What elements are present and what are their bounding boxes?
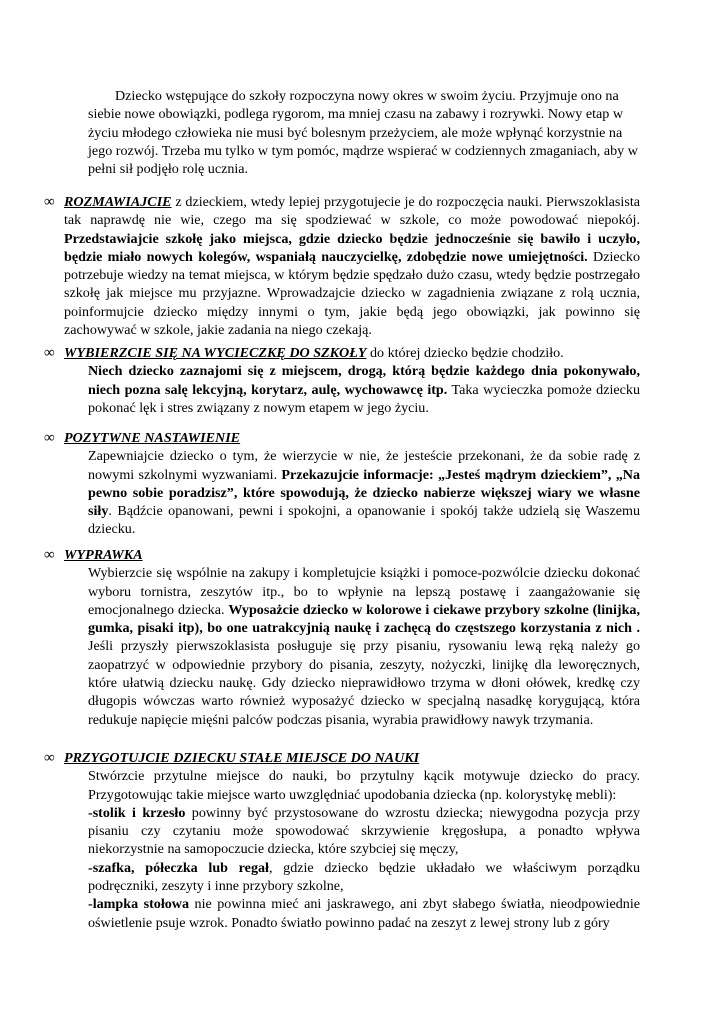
section-intro: Stwórzcie przytulne miejsce do nauki, bo przytulny kącik motywuje dziecko do pracy. Przygotowując takie miejsce warto uwzględniać upodobania dziecka (np. kolorystykę mebli):: [88, 768, 640, 803]
section-bold-text: Przekazujcie informacje: „Jesteś mądrym dzieckiem”, „Na pewno sobie poradzisz”, które spowodują, że dziecko nabierze większej wiary we własne siły: [88, 466, 640, 520]
section-wyprawka: [44, 546, 640, 729]
section-bold-text: Niech dziecko zaznajomi się z miejscem, drogą, którą będzie każdego dnia pokonywało, niech pozna salę lekcyjną, korytarz, aulę, wychowawcę itp.: [88, 363, 640, 398]
section-wycieczka: [44, 344, 640, 417]
section-miejsce-nauki: [44, 749, 640, 932]
section-text: Zapewniajcie dziecko o tym, że wierzycie w nie, że jesteście przekonani, że da sobie radę z nowymi szkolnymi wyzwaniami.: [88, 448, 640, 483]
section-text: Jeśli przyszły pierwszoklasista posługuje się przy pisaniu, rysowaniu lewą ręką należy go zaopatrzyć w odpowiednie przybory do pisania, zeszyty, nożyczki, linijkę dla leworęcznych, które ułatwią dziecku naukę. Gdy dziecko nieprawidłowo trzyma w dłoni ołówek, kredkę czy długopis wówczas warto również wyposażyć dziecko w specjalną nasadkę korygującą, która redukuje napięcie mięśni palców podczas pisania, wyrabia prawidłowy nawyk trzymania.: [88, 638, 640, 728]
section-bold-text: Przedstawiajcie szkołę jako miejsca, gdzie dziecko będzie jednocześnie się bawiło i uczyło, będzie miało nowych kolegów, wspaniałą nauczycielkę, zdobędzie nowe umiejętności.: [64, 230, 640, 265]
list-item-label: -stolik i krzesło: [88, 804, 186, 821]
section-body: [88, 362, 640, 417]
section-heading-tail: do której dziecko będzie chodziło.: [366, 345, 564, 361]
infinity-bullet-icon: ∞: [44, 345, 55, 361]
list-item-text: , gdzie dziecko będzie układało we właściwym porządku podręczniki, zeszyty i inne przybory szkolne,: [88, 859, 640, 895]
infinity-bullet-icon: ∞: [44, 430, 55, 446]
list-item: [88, 895, 640, 932]
section-heading: ROZMAWIAJCIE: [64, 194, 172, 210]
section-body: [64, 193, 640, 339]
section-heading: WYPRAWKA: [64, 547, 143, 563]
section-body: [88, 564, 640, 729]
section-rozmawiajcie: [44, 193, 640, 339]
section-heading: WYBIERZCIE SIĘ NA WYCIECZKĘ DO SZKOŁY: [64, 345, 367, 361]
infinity-bullet-icon: ∞: [44, 547, 55, 563]
section-heading-line: [64, 344, 640, 362]
section-body: [88, 447, 640, 538]
section-text: Taka wycieczka pomoże dziecku pokonać lęk i stres związany z nowym etapem w jego życiu.: [88, 381, 640, 416]
section-heading-line: [64, 546, 640, 564]
section-nastawienie: [44, 429, 640, 539]
section-text: z dzieckiem, wtedy lepiej przygotujecie je do rozpoczęcia nauki. Pierwszoklasista tak naprawdę nie wie, czego ma się spodziewać w szkole, co może powodować niepokój.: [64, 194, 640, 229]
list-item-text: powinny być przystosowane do wzrostu dziecka; niewygodna pozycja przy pisaniu czy czytaniu może spowodować skrzywienie kręgosłupa, a ponadto wpływa niekorzystnie na samopoczucie dziecka, które szybciej się męczy,: [88, 804, 640, 858]
section-text: Wybierzcie się wspólnie na zakupy i kompletujcie książki i pomoce-pozwólcie dziecku dokonać wyboru tornistra, zeszytów itp., bo to wpłynie na lepszą postawę i zaangażowanie się emocjonalnego dziecka.: [88, 565, 640, 618]
list-item-text: nie powinna mieć ani jaskrawego, ani zbyt słabego światła, nieodpowiednie oświetlenie psuje wzrok. Ponadto światło powinno padać na zeszyt z lewej strony lub z góry: [88, 896, 640, 931]
section-heading: PRZYGOTUJCIE DZIECKU STAŁE MIEJSCE DO NAUKI: [64, 750, 420, 766]
list-item: [88, 804, 640, 859]
infinity-bullet-icon: ∞: [44, 750, 55, 766]
section-bold-text: Wyposażcie dziecko w kolorowe i ciekawe przybory szkolne (linijka, gumka, pisaki itp), bo one uatrakcyjnią naukę i zachęcą do częstszego korzystania z nich .: [88, 601, 640, 637]
list-item-label: -szafka, półeczka lub regał: [88, 859, 269, 876]
infinity-bullet-icon: ∞: [44, 194, 55, 210]
section-text: . Bądźcie opanowani, pewni i spokojni, a opanowanie i spokój także udzielą się Waszemu dziecku.: [88, 503, 640, 538]
section-heading-line: [64, 749, 640, 767]
section-heading-line: [64, 429, 640, 447]
section-heading: POZYTWNE NASTAWIENIE: [64, 430, 241, 446]
list-item-label: -lampka stołowa: [88, 896, 190, 913]
intro-paragraph: Dziecko wstępujące do szkoły rozpoczyna nowy okres w swoim życiu. Przyjmuje ono na siebie nowe obowiązki, podlega rygorom, ma mniej czasu na zabawy i rozrywki. Nowy etap w życiu młodego człowieka nie musi być bolesnym przeżyciem, ale może wpłynąć korzystnie na jego rozwój. Trzeba mu tylko w tym pomóc, mądrze wspierać w codziennych zmaganiach, aby w pełni sił podjęło rolę ucznia.: [88, 88, 638, 178]
list-item: [88, 859, 640, 896]
section-text: Dziecko potrzebuje wiedzy na temat miejsca, w którym będzie spędzało dużo czasu, wtedy będzie postrzegało szkołę jak miejsce mu przyjazne. Wprowadzajcie dziecko w zagadnienia związane z rolą ucznia, poinformujcie dziecko między innymi o tym, jakie będą jego obowiązki, jak powinno się zachowywać w szkole, jakie zadania na niego czekają.: [64, 248, 640, 339]
